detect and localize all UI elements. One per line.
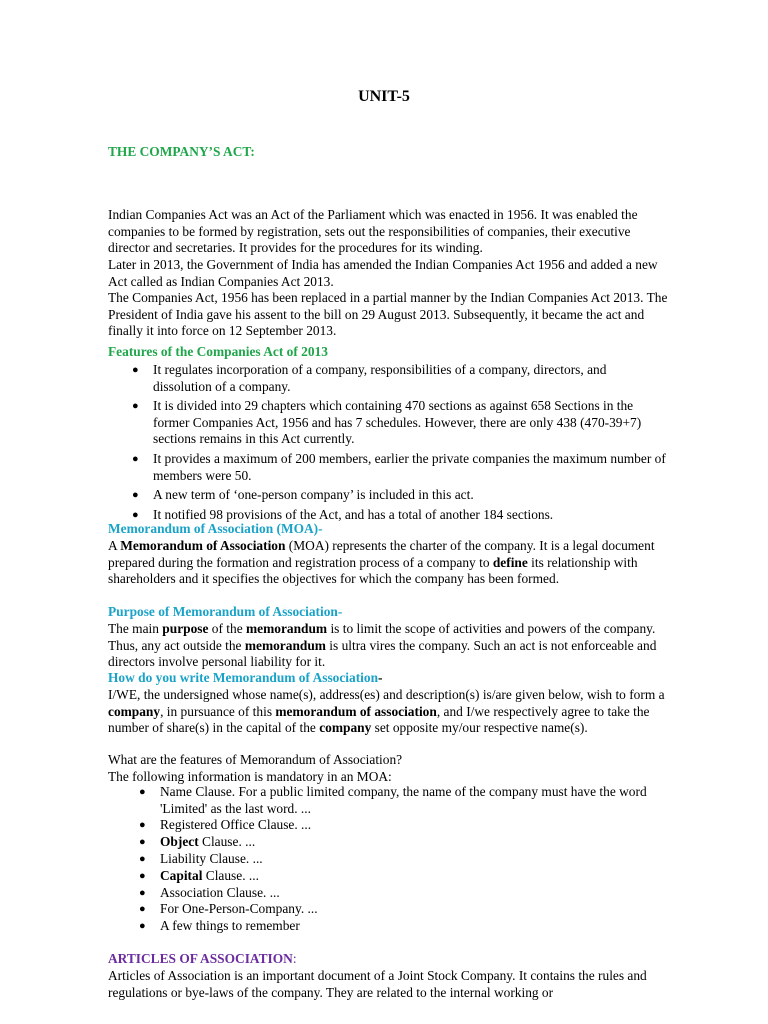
moa-paragraph: A Memorandum of Association (MOA) represents the charter of the company. It is a legal document prepared during the formation and registration process of a company to define its relationship with shareholders and it specifies the objectives for which the company has been formed. bbox=[108, 538, 655, 587]
bullet-icon: ● bbox=[139, 869, 146, 882]
list-item: ● It provides a maximum of 200 members, earlier the private companies the maximum number of members were 50. bbox=[132, 450, 666, 483]
write-paragraph: I/WE, the undersigned whose name(s), address(es) and description(s) is/are given below, wish to form a company, in pursuance of this memorandum of association, and I/we respectively agree to take the number of share(s) in the capital of the company set opposite my/our respective name(s). bbox=[108, 687, 665, 736]
list-item: ● Capital Clause. ... bbox=[139, 867, 259, 883]
list-item: ● A few things to remember bbox=[139, 918, 300, 934]
bullet-icon: ● bbox=[139, 836, 146, 849]
write-heading: How do you write Memorandum of Association- bbox=[108, 670, 383, 685]
mandatory-line: The following information is mandatory in an MOA: bbox=[108, 769, 392, 784]
bullet-icon: ● bbox=[139, 903, 146, 916]
purpose-heading: Purpose of Memorandum of Association- bbox=[108, 604, 343, 619]
bullet-icon: ● bbox=[139, 920, 146, 933]
aoa-heading: ARTICLES OF ASSOCIATION: bbox=[108, 951, 297, 966]
clauses-list bbox=[139, 784, 665, 935]
unit-title: UNIT-5 bbox=[358, 88, 410, 105]
bullet-icon: ● bbox=[132, 364, 139, 376]
list-item: ● Liability Clause. ... bbox=[139, 850, 263, 866]
moa-heading: Memorandum of Association (MOA)- bbox=[108, 521, 323, 536]
features-question: What are the features of Memorandum of Association? bbox=[108, 752, 403, 767]
aoa-paragraph: Articles of Association is an important document of a Joint Stock Company. It contains the rules and regulations or bye-laws of the company. They are related to the internal working or bbox=[108, 968, 647, 1000]
list-item: ● Registered Office Clause. ... bbox=[139, 817, 312, 833]
bullet-icon: ● bbox=[139, 786, 146, 798]
list-item: ● For One-Person-Company. ... bbox=[139, 901, 318, 917]
list-item: ● Name Clause. For a public limited company, the name of the company must have the word 'Limited' as the last word. ... bbox=[139, 784, 647, 816]
list-item: ● It regulates incorporation of a company, responsibilities of a company, directors, and dissolution of a company. bbox=[132, 362, 607, 394]
bullet-icon: ● bbox=[132, 489, 139, 502]
features-list bbox=[132, 362, 668, 526]
list-item: ● It is divided into 29 chapters which containing 470 sections as against 658 Sections in the former Companies Act, 1956 and has 7 schedules. However, there are only 438 (470-39+7) sections remains in this Act currently. bbox=[132, 398, 642, 447]
features-heading: Features of the Companies Act of 2013 bbox=[108, 344, 328, 359]
replace-paragraph: The Companies Act, 1956 has been replaced in a partial manner by the Indian Companies Act 2013. The President of India gave his assent to the bill on 29 August 2013. Subsequently, it became the act and finally it into force on 12 September 2013. bbox=[108, 290, 668, 339]
purpose-paragraph: The main purpose of the memorandum is to limit the scope of activities and powers of the company. Thus, any act outside the memorandum is ultra vires the company. Such an act is not enforceable and directors involve personal liability for it. bbox=[108, 621, 657, 670]
amend-paragraph: Later in 2013, the Government of India has amended the Indian Companies Act 1956 and added a new Act called as Indian Companies Act 2013. bbox=[108, 257, 658, 289]
list-item: ● It notified 98 provisions of the Act, and has a total of another 184 sections. bbox=[132, 506, 554, 522]
bullet-icon: ● bbox=[132, 508, 139, 521]
bullet-icon: ● bbox=[132, 400, 139, 413]
list-item: ● A new term of ‘one-person company’ is included in this act. bbox=[132, 487, 474, 503]
bullet-icon: ● bbox=[139, 886, 146, 899]
list-item: ● Association Clause. ... bbox=[139, 884, 280, 900]
company-act-heading: THE COMPANY’S ACT: bbox=[108, 144, 255, 159]
list-item: ● Object Clause. ... bbox=[139, 834, 256, 850]
intro-paragraph: Indian Companies Act was an Act of the Parliament which was enacted in 1956. It was enabled the companies to be formed by registration, sets out the responsibilities of companies, their executive director and secretaries. It provides for the procedures for its winding. bbox=[108, 207, 638, 256]
bullet-icon: ● bbox=[139, 852, 146, 865]
bullet-icon: ● bbox=[132, 452, 139, 465]
bullet-icon: ● bbox=[139, 819, 146, 832]
